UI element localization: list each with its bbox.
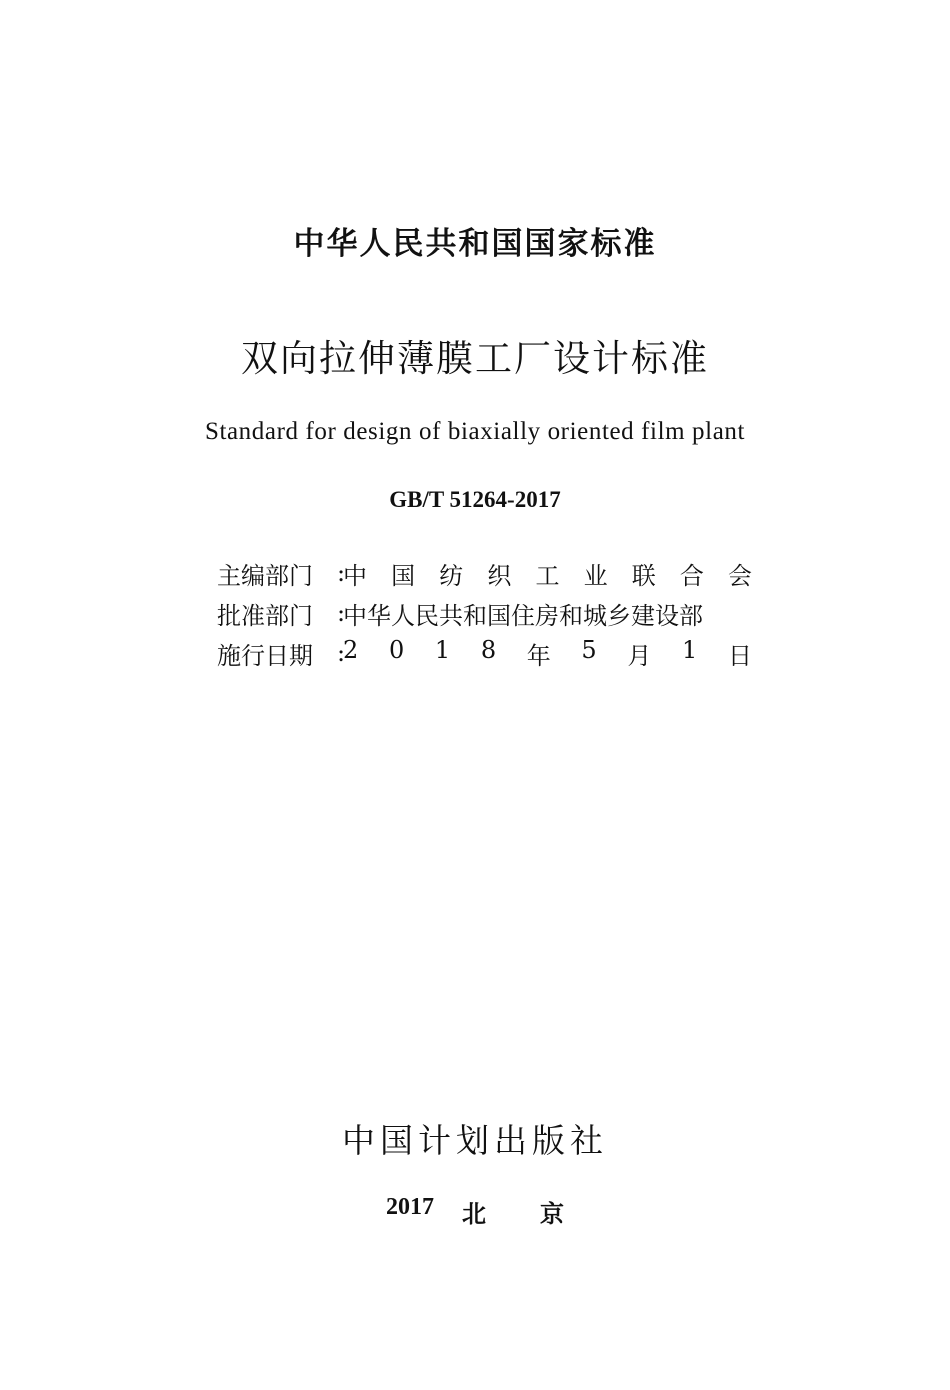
publication-line <box>0 1194 950 1229</box>
editor-char: 会 <box>728 561 752 590</box>
editor-char: 工 <box>535 561 560 590</box>
publication-year: 2017 <box>386 1194 434 1220</box>
publisher-name: 中国计划出版社 <box>342 1121 608 1160</box>
english-title: Standard for design of biaxially oriented film plant <box>204 418 746 445</box>
approver-value: 中华人民共和国住房和城乡建设部 <box>343 601 703 630</box>
editor-label: 主编部门 <box>217 561 313 590</box>
chinese-title: 双向拉伸薄膜工厂设计标准 <box>241 337 709 380</box>
editor-char: 织 <box>487 561 512 590</box>
date-char: 日 <box>727 641 752 670</box>
editor-value <box>343 556 752 591</box>
effective-date-value <box>343 636 752 671</box>
date-char: 年 <box>526 641 551 670</box>
effective-date-label: 施行日期 <box>217 641 313 670</box>
separator: : <box>337 559 346 587</box>
date-char: 0 <box>388 635 405 664</box>
date-char: 5 <box>581 635 597 664</box>
editor-char: 合 <box>679 561 704 590</box>
approver-label: 批准部门 <box>217 601 313 630</box>
editor-char: 中 <box>343 561 367 590</box>
editor-char: 联 <box>631 561 656 590</box>
date-char: 8 <box>480 635 497 664</box>
standard-number: GB/T 51264-2017 <box>389 487 561 512</box>
date-char: 月 <box>627 641 652 670</box>
editor-row <box>217 556 752 590</box>
date-char: 1 <box>682 635 698 664</box>
effective-date-row <box>217 636 752 670</box>
approver-row <box>217 596 752 630</box>
editor-char: 业 <box>583 561 608 590</box>
date-char: 2 <box>343 635 359 664</box>
editor-char: 国 <box>391 561 416 590</box>
editor-char: 纺 <box>439 561 464 590</box>
date-char: 1 <box>434 635 451 664</box>
publication-city-char: 京 <box>540 1199 564 1228</box>
publication-city-char: 北 <box>462 1199 486 1228</box>
separator: : <box>337 639 346 667</box>
national-standard-heading: 中华人民共和国国家标准 <box>293 226 657 262</box>
separator: : <box>337 599 346 627</box>
